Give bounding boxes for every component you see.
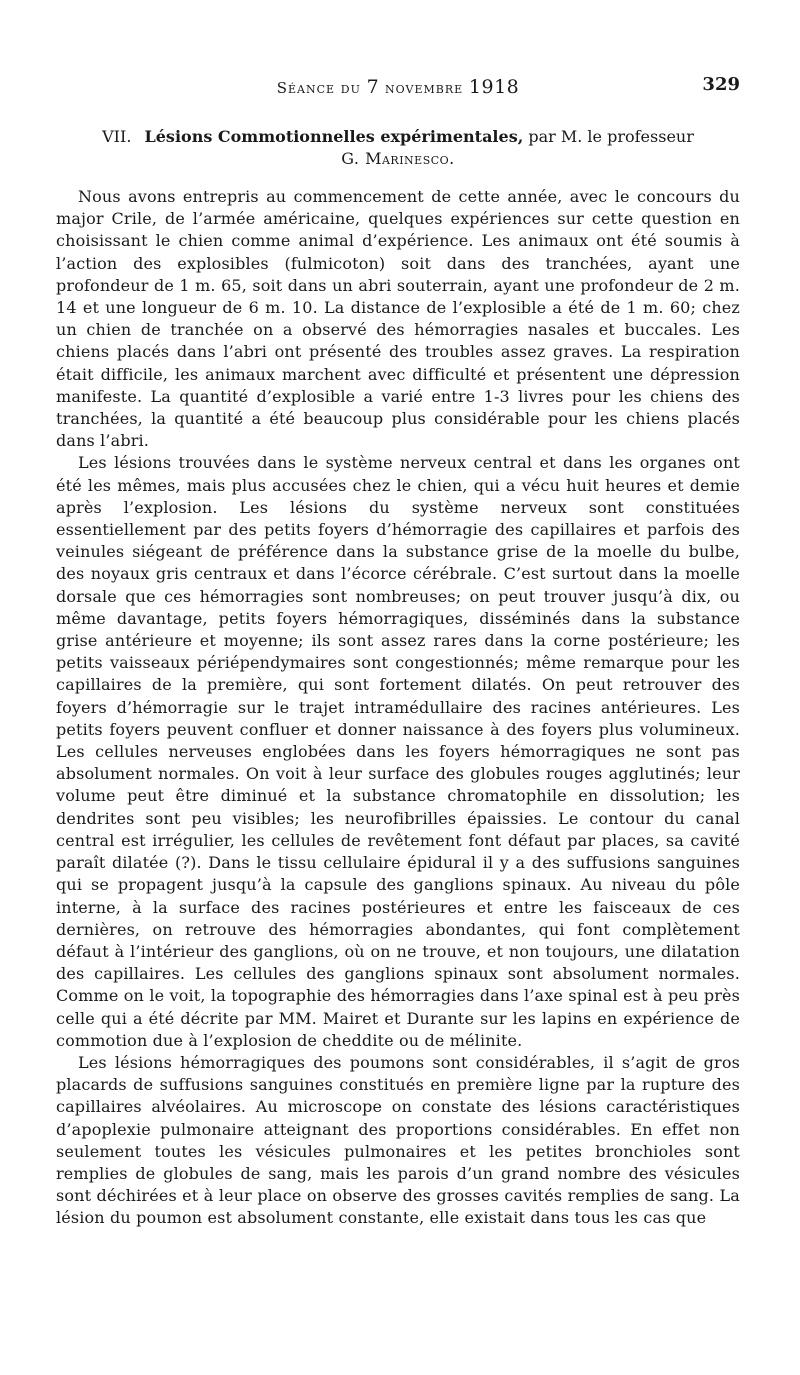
running-title-month: novembre [385, 79, 464, 97]
paragraph: Les lésions hémorragiques des poumons sont considérables, il s’agit de gros placards de suffusions sanguines constitués en première ligne par la rupture des capillaires alvéolaires. Au microscope on constate des lésions caractéristiques d’apoplexie pulmonaire atteignant des proportions considérables. En effet non seulement toutes les vésicules pulmonaires et les petites bronchioles sont remplies de globules de sang, mais les parois d’un grand nombre des vésicules sont déchirées et à leur place on observe des grosses cavités remplies de sang. La lésion du poumon est absolument constante, elle existait dans tous les cas que [56, 1052, 740, 1228]
running-title-day: 7 [366, 76, 380, 98]
page-number: 329 [702, 74, 740, 95]
article-byline: par M. le professeur [528, 127, 694, 146]
running-head [56, 70, 740, 104]
paragraph: Les lésions trouvées dans le système nerveux central et dans les organes ont été les mêmes, mais plus accusées chez le chien, qui a vécu huit heures et demie après l’explosion. Les lésions du système nerveux sont constituées essentiellement par des petits foyers d’hémorragie des capillaires et parfois des veinules siégeant de préférence dans la substance grise de la moelle du bulbe, des noyaux gris centraux et dans l’écorce cérébrale. C’est surtout dans la moelle dorsale que ces hémorragies sont nombreuses; on peut trouver jusqu’à dix, ou même davantage, petits foyers hémorragiques, disséminés dans la substance grise antérieure et moyenne; ils sont assez rares dans la corne postérieure; les petits vaisseaux périépendymaires sont congestionnés; même remarque pour les capillaires de la première, qui sont fortement dilatés. On peut retrouver des foyers d’hémorragie sur le trajet intramédullaire des racines antérieures. Les petits foyers peuvent confluer et donner naissance à des foyers plus volumineux. Les cellules nerveuses englobées dans les foyers hémorragiques ne sont pas absolument normales. On voit à leur surface des globules rouges agglutinés; leur volume peut être diminué et la substance chromatophile en dissolution; les dendrites sont peu visibles; les neurofibrilles épaissies. Le contour du canal central est irrégulier, les cellules de revêtement font défaut par places, sa cavité paraît dilatée (?). Dans le tissu cellulaire épidural il y a des suffusions sanguines qui se propagent jusqu’à la capsule des ganglions spinaux. Au niveau du pôle interne, à la surface des racines postérieures et entre les faisceaux de ces dernières, on retrouve des hémorragies abondantes, qui font complètement défaut à l’intérieur des ganglions, où on ne trouve, et non toujours, une dilatation des capillaires. Les cellules des ganglions spinaux sont absolument normales. Comme on le voit, la topographie des hémorragies dans l’axe spinal est à peu près celle qui a été décrite par MM. Mairet et Durante sur les lapins en expérience de commotion due à l’explosion de cheddite ou de mélinite. [56, 453, 740, 1050]
running-title-prefix: Séance du [276, 79, 361, 97]
article-heading [56, 126, 740, 170]
article-title: Lésions Commotionnelles expérimentales, [144, 127, 524, 146]
article-body [56, 186, 740, 1230]
journal-page [56, 70, 740, 1230]
paragraph: Nous avons entrepris au commencement de cette année, avec le concours du major Crile, de l’armée américaine, quelques expériences sur cette question en choisissant le chien comme animal d’expérience. Les animaux ont été soumis à l’action des explosibles (fulmicoton) soit dans des tranchées, ayant une profondeur de 1 m. 65, soit dans un abri souterrain, ayant une profondeur de 2 m. 14 et une longueur de 6 m. 10. La distance de l’explosible a été de 1 m. 60; chez un chien de tranchée on a observé des hémorragies nasales et buccales. Les chiens placés dans l’abri ont présenté des troubles assez graves. La respiration était difficile, les animaux marchent avec difficulté et présentent une dépression manifeste. La quantité d’explosible a varié entre 1-3 livres pour les chiens des tranchées, la quantité a été beaucoup plus considérable pour les chiens placés dans l’abri. [56, 187, 740, 451]
running-title-year: 1918 [468, 76, 520, 98]
article-number: VII. [102, 127, 132, 146]
running-title [56, 76, 740, 98]
article-author: G. Marinesco. [341, 149, 455, 168]
